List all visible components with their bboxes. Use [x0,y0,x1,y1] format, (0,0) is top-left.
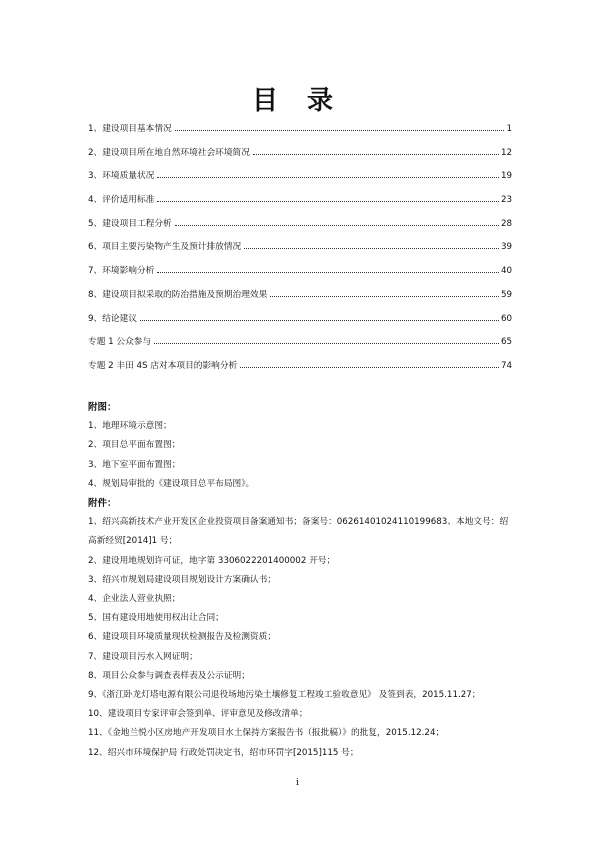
figures-section [88,398,514,763]
attachment-item: 10、建设项目专家评审会签到单、评审意见及修改清单； [88,709,308,720]
figures-heading: 附图： [88,402,117,413]
attachment-item: 4、企业法人营业执照； [88,594,181,605]
toc-entry-label: 3、环境质量状况 [88,171,155,182]
attachment-item: 5、国有建设用地使用权出让合同； [88,613,224,624]
toc-entry[interactable] [88,122,512,146]
dot-leader [253,154,499,155]
attachment-item: 6、建设项目环境质量现状检测报告及检测资质； [88,632,276,643]
toc-entry[interactable] [88,146,512,170]
toc-entry-label: 6、项目主要污染物产生及预计排放情况 [88,242,242,253]
toc-entry[interactable] [88,335,512,359]
toc-entry[interactable] [88,193,512,217]
dot-leader [157,272,499,273]
attachment-item: 7、建设项目污水入网证明； [88,651,198,662]
toc-entry-label: 7、环境影响分析 [88,266,155,277]
figure-item: 3、地下室平面布置图； [88,459,181,470]
toc-entry-label: 专题 2 丰田 4S 店对本项目的影响分析 [88,360,238,371]
toc-entry-page: 39 [500,242,512,253]
toc-entry[interactable] [88,359,512,383]
toc-entry-label: 4、评价适用标准 [88,195,155,206]
attachment-item: 8、项目公众参与调查表样表及公示证明； [88,670,250,681]
dot-leader [270,296,499,297]
toc-entry[interactable] [88,288,512,312]
attachments-heading: 附件： [88,498,117,510]
dot-leader [154,343,499,344]
toc-entry-page: 28 [500,218,512,229]
page-number: i [296,778,299,788]
page-title: 目 录 [251,86,344,116]
attachment-item: 12、绍兴市环境保护局 行政处罚决定书，绍市环罚字[2015]115 号； [88,747,359,758]
toc-entry[interactable] [88,169,512,193]
toc-entry-label: 专题 1 公众参与 [88,337,152,348]
toc-entry-page: 19 [500,171,512,182]
toc-entry[interactable] [88,264,512,288]
toc-entry[interactable] [88,312,512,336]
toc-entry[interactable] [88,217,512,241]
dot-leader [140,320,499,321]
attachment-item: 9、《浙江卧龙灯塔电源有限公司退役场地污染土壤修复工程竣工验收意见》 及签到表，2015.11.27； [88,690,481,701]
attachment-item: 3、绍兴市规划局建设项目规划设计方案确认书； [88,574,276,585]
dot-leader [157,177,499,178]
toc-entry-page: 1 [506,124,512,134]
toc-entry-page: 40 [500,266,512,277]
toc-entry-label: 1、建设项目基本情况 [88,124,172,134]
dot-leader [244,248,499,249]
figure-item: 1、地理环境示意图； [88,421,172,432]
toc-entry-page: 59 [500,289,512,300]
toc-entry-page: 23 [500,195,512,206]
attachment-item: 1、绍兴高新技术产业开发区企业投资项目备案通知书；备案号：06261401024110199683、本地文号：绍高新经贸[2014]1 号； [88,517,509,547]
dot-leader [157,201,499,202]
toc-entry[interactable] [88,240,512,264]
dot-leader [240,367,499,368]
toc-entry-label: 9、结论建议 [88,313,137,324]
toc-entry-page: 65 [500,337,512,348]
dot-leader [175,225,499,226]
dot-leader [175,130,505,131]
toc-entry-label: 5、建设项目工程分析 [88,218,172,229]
toc-entry-label: 8、建设项目拟采取的防治措施及预期治理效果 [88,289,268,300]
toc-entry-label: 2、建设项目所在地自然环境社会环境简况 [88,147,250,158]
toc-entry-page: 60 [500,313,512,324]
attachment-item: 2、建设用地规划许可证，地字第 3306022201400002 开号； [88,555,336,566]
toc-entry-page: 74 [500,360,512,371]
figure-item: 2、项目总平面布置图； [88,440,181,451]
table-of-contents [88,122,512,383]
figure-item: 4、规划局审批的《建设项目总平布局图》。 [88,478,255,489]
attachment-item: 11、《金地兰悦小区房地产开发项目水土保持方案报告书（报批稿）》的批复，2015.12.24； [88,728,445,739]
toc-entry-page: 12 [500,147,512,158]
